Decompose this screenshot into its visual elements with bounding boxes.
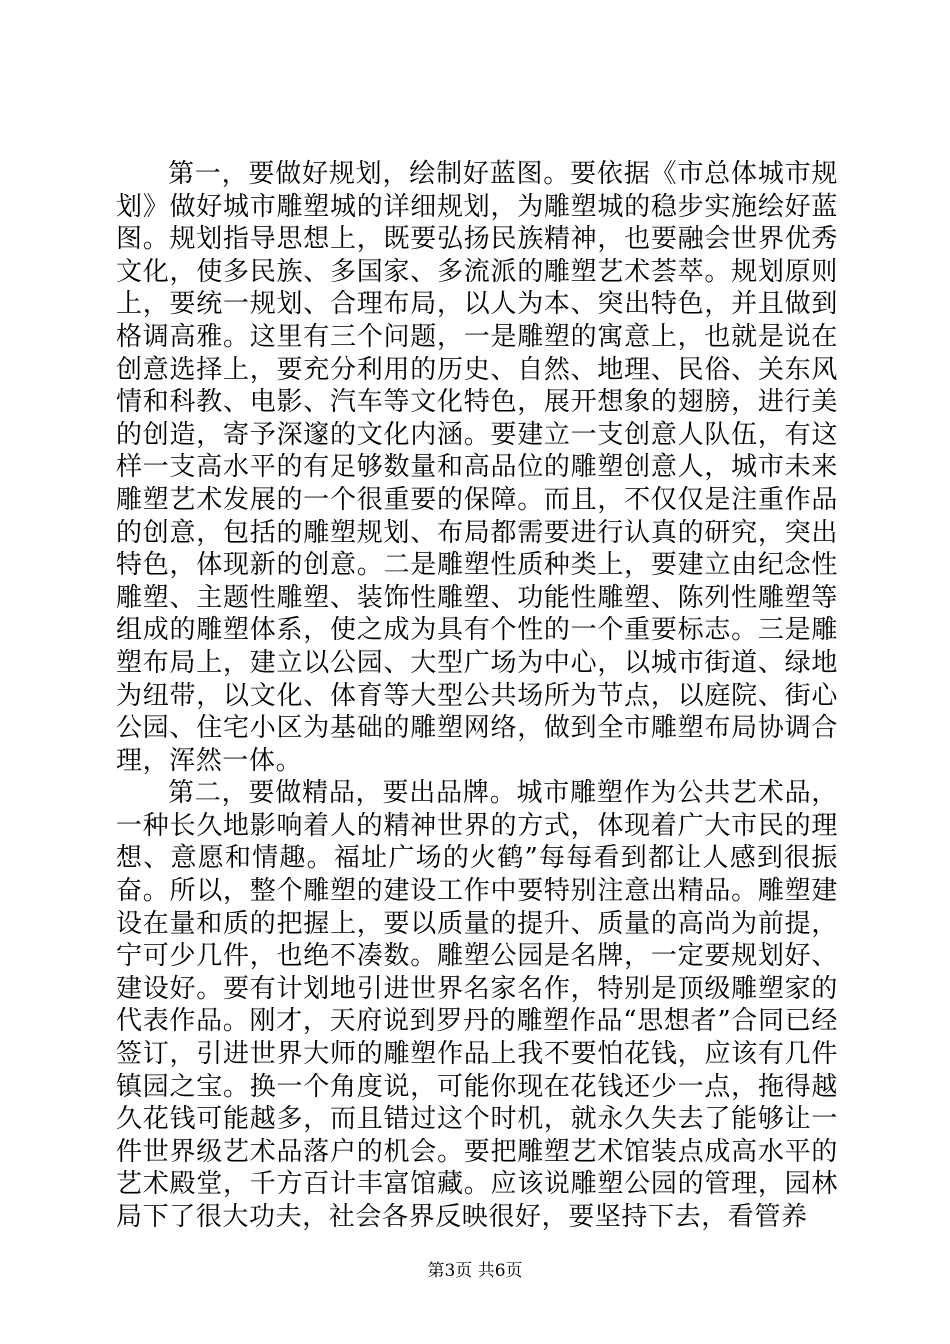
paragraph-planning: 第一，要做好规划，绘制好蓝图。要依据《市总体城市规划》做好城市雕塑城的详细规划，为雕塑城的稳步实施绘好蓝图。规划指导思想上，既要弘扬民族精神，也要融会世界优秀文化，使多民族、多国家、多流派的雕塑艺术荟萃。规划原则上，要统一规划、合理布局，以人为本、突出特色，并且做到格调高雅。这里有三个问题，一是雕塑的寓意上，也就是说在创意选择上，要充分利用的历史、自然、地理、民俗、关东风情和科教、电影、汽车等文化特色，展开想象的翅膀，进行美的创造，寄予深邃的文化内涵。要建立一支创意人队伍，有这样一支高水平的有足够数量和高品位的雕塑创意人，城市未来雕塑艺术发展的一个很重要的保障。而且，不仅仅是注重作品的创意，包括的雕塑规划、布局都需要进行认真的研究，突出特色，体现新的创意。二是雕塑性质种类上，要建立由纪念性雕塑、主题性雕塑、装饰性雕塑、功能性雕塑、陈列性雕塑等组成的雕塑体系，使之成为具有个性的一个重要标志。三是雕塑布局上，建立以公园、大型广场为中心，以城市街道、绿地为纽带，以文化、体育等大型公共场所为节点，以庭院、街心公园、住宅小区为基础的雕塑网络，做到全市雕塑布局协调合理，浑然一体。 (116, 159, 838, 776)
page-footer: 第3页 共6页 (427, 1261, 523, 1281)
document-body (116, 158, 838, 1234)
paragraph-quality: 第二，要做精品，要出品牌。城市雕塑作为公共艺术品，一种长久地影响着人的精神世界的方式，体现着广大市民的理想、意愿和情趣。福址广场的火鹤”每每看到都让人感到很振奋。所以，整个雕塑的建设工作中要特别注意出精品。雕塑建设在量和质的把握上，要以质量的提升、质量的高尚为前提，宁可少几件，也绝不凑数。雕塑公园是名牌，一定要规划好、建设好。要有计划地引进世界名家名作，特别是顶级雕塑家的代表作品。刚才，天府说到罗丹的雕塑作品“思想者”合同已经签订，引进世界大师的雕塑作品上我不要怕花钱，应该有几件镇园之宝。换一个角度说，可能你现在花钱还少一点，拖得越久花钱可能越多，而且错过这个时机，就永久失去了能够让一件世界级艺术品落户的机会。要把雕塑艺术馆装点成高水平的艺术殿堂，千方百计丰富馆藏。应该说雕塑公园的管理，园林局下了很大功夫，社会各界反映很好，要坚持下去，看管养 (116, 778, 838, 1232)
